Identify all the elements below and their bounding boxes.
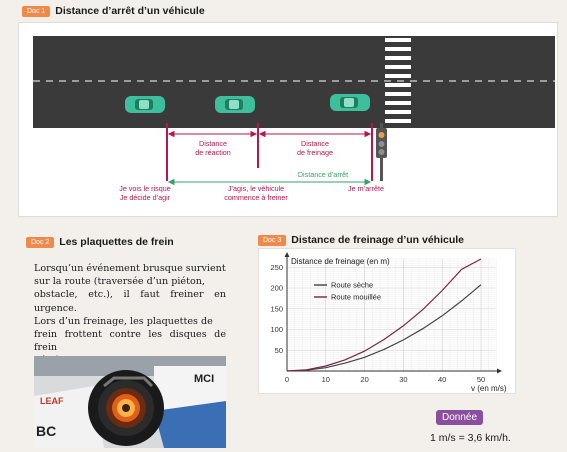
label-reaction-1: Distance [199, 139, 227, 148]
arrow-braking [260, 132, 370, 137]
x-tick-label: 50 [476, 375, 486, 384]
label-reaction-2: de réaction [195, 148, 231, 157]
x-tick-label: 0 [284, 375, 290, 384]
x-tick-label: 20 [360, 375, 369, 384]
y-tick-label: 200 [270, 283, 283, 293]
y-tick-label: 250 [270, 262, 283, 272]
label-stopping: Distance d’arrêt [297, 170, 349, 179]
x-tick-label: 40 [438, 375, 447, 384]
road-diagram [19, 23, 559, 218]
brake-disc-image [34, 356, 226, 448]
label-braking-1: Distance [301, 139, 329, 148]
doc3-title: Distance de freinage d’un véhicule [291, 234, 465, 246]
doc1-badge: Doc 1 [22, 6, 50, 17]
doc3-header [258, 234, 464, 246]
car-icon [330, 94, 370, 111]
y-axis-label: Distance de freinage (en m) [291, 257, 390, 266]
road [33, 36, 555, 128]
doc2-title: Les plaquettes de frein [59, 236, 174, 248]
photo-text-leaf: LEAF [40, 396, 64, 406]
legend-label: Route mouillée [331, 292, 382, 302]
photo-text-mci: MCI [194, 373, 215, 385]
label-event2-2: commence à freiner [224, 193, 288, 202]
y-axis-arrow [285, 252, 290, 257]
car-icon [215, 96, 255, 113]
doc2-header [26, 236, 174, 248]
label-event2-1: J’agis, le véhicule [227, 184, 285, 193]
doc2-line: Lors d’un freinage, les plaquettes de [34, 315, 213, 327]
label-event1-1: Je vois le risque [119, 184, 171, 193]
doc2-line: Lorsqu’un événement brusque survient [34, 263, 226, 274]
doc1-title: Distance d’arrêt d’un véhicule [55, 5, 205, 17]
label-event1-2: Je décide d’agir [119, 193, 171, 202]
legend-label: Route sèche [331, 280, 374, 290]
doc2-badge: Doc 2 [26, 237, 54, 248]
doc3-badge: Doc 3 [258, 235, 286, 246]
road-diagram-panel [18, 22, 558, 217]
y-tick-label: 100 [270, 325, 283, 335]
traffic-light-icon [376, 123, 387, 181]
y-tick-label: 50 [274, 345, 283, 355]
arrow-reaction [169, 132, 256, 137]
x-tick-label: 10 [321, 375, 330, 384]
label-braking-2: de freinage [297, 148, 333, 157]
braking-distance-chart-panel [258, 248, 516, 394]
doc2-line: sur la route (traversée d’un piéton, [34, 276, 205, 288]
y-tick-label: 150 [270, 304, 283, 314]
x-axis-label: v (en m/s) [471, 384, 507, 393]
doc2-line: frein frottent contre les disques de frein [34, 329, 226, 354]
doc2-line: obstacle, etc.), il faut freiner en urgence. [34, 289, 226, 314]
donnee-badge: Donnée [436, 410, 483, 425]
photo-text-bc: BC [36, 423, 57, 439]
x-axis-arrow [497, 369, 502, 374]
brake-disc-photo [34, 356, 226, 448]
x-tick-label: 30 [399, 375, 408, 384]
car-icon [125, 96, 165, 113]
braking-distance-chart [259, 249, 517, 395]
doc1-header [22, 5, 205, 17]
donnee-text: 1 m/s = 3,6 km/h. [430, 432, 511, 444]
label-event3: Je m’arrête [348, 184, 384, 193]
